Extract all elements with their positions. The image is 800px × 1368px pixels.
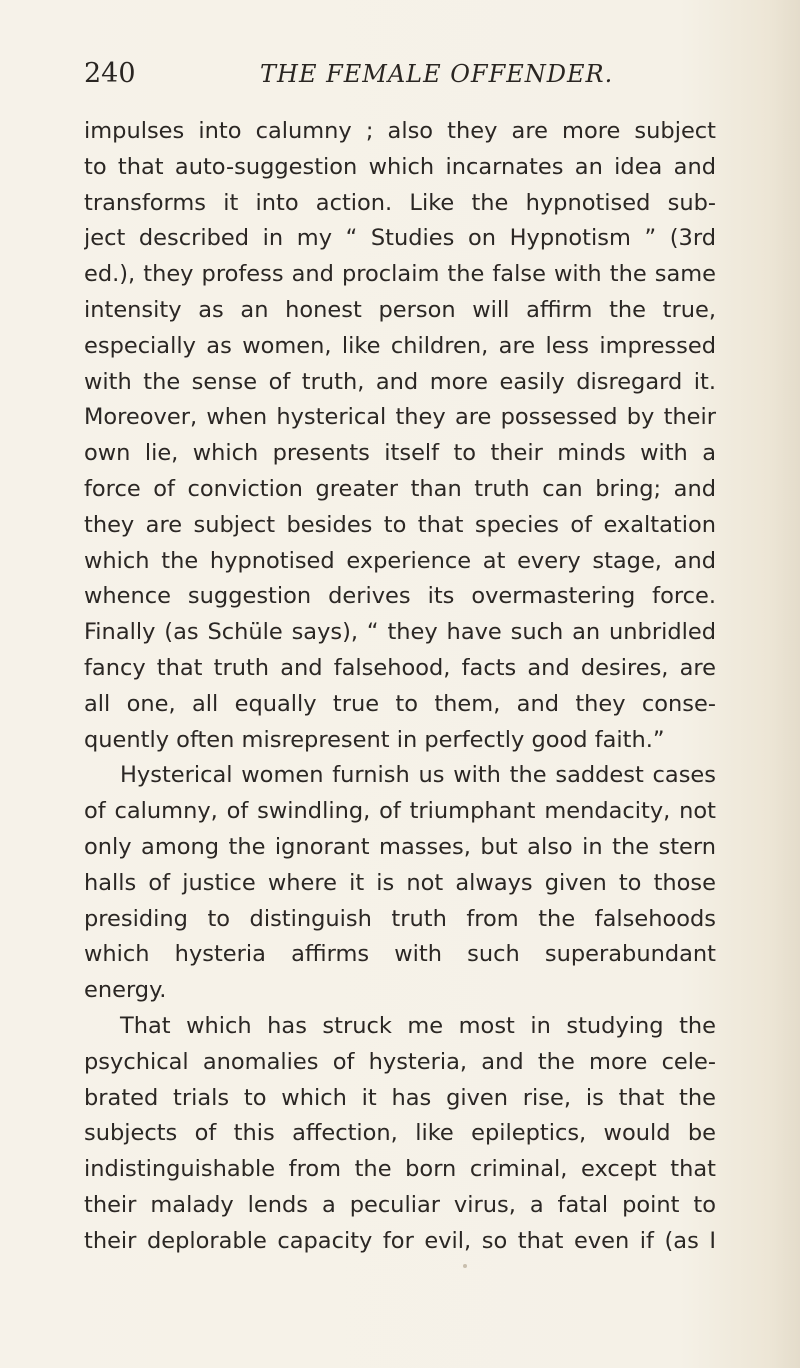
text-line: ject described in my “ Studies on Hypnotism ” (3rd — [84, 225, 716, 252]
page-header — [84, 56, 716, 92]
text-line: they are subject besides to that species of exaltation — [84, 511, 716, 538]
text-line: subjects of this affection, like epileptics, would be — [84, 1120, 716, 1147]
text-line: halls of justice where it is not always given to those — [84, 869, 716, 896]
text-line: Moreover, when hysterical they are possessed by their — [84, 404, 716, 431]
text-line: their malady lends a peculiar virus, a fatal point to — [84, 1191, 716, 1218]
text-line: only among the ignorant masses, but also in the stern — [84, 833, 716, 860]
text-line: indistinguishable from the born criminal, except that — [84, 1156, 716, 1183]
text-line: That which has struck me most in studying the — [120, 1012, 716, 1039]
text-line: intensity as an honest person will affirm the true, — [84, 296, 716, 323]
body-text — [84, 114, 716, 1260]
text-line: especially as women, like children, are less impressed — [84, 332, 716, 359]
text-line: which hysteria affirms with such superabundant — [84, 941, 716, 968]
text-line: of calumny, of swindling, of triumphant mendacity, not — [84, 798, 716, 825]
text-line: psychical anomalies of hysteria, and the more cele- — [84, 1048, 716, 1075]
text-line: with the sense of truth, and more easily disregard it. — [84, 368, 716, 395]
text-line: force of conviction greater than truth can bring; and — [84, 475, 716, 502]
text-line: brated trials to which it has given rise, is that the — [84, 1084, 716, 1111]
text-line: ed.), they profess and proclaim the false with the same — [84, 261, 716, 288]
page-number: 240 — [84, 58, 136, 89]
text-line: impulses into calumny ; also they are more subject — [84, 118, 716, 144]
ink-speck — [463, 1264, 467, 1268]
running-title: THE FEMALE OFFENDER. — [260, 60, 614, 88]
text-line: which the hypnotised experience at every stage, and — [84, 547, 716, 574]
text-line: Finally (as Schüle says), “ they have such an unbridled — [84, 619, 716, 646]
text-line: presiding to distinguish truth from the falsehoods — [84, 905, 716, 932]
text-line: to that auto-suggestion which incarnates an idea and — [84, 153, 716, 180]
text-line: their deplorable capacity for evil, so that even if (as I — [84, 1227, 716, 1254]
text-line: whence suggestion derives its overmastering force. — [84, 583, 716, 610]
text-line: all one, all equally true to them, and they conse- — [84, 690, 716, 717]
text-line: own lie, which presents itself to their minds with a — [84, 440, 716, 467]
text-line: quently often misrepresent in perfectly good faith.” — [84, 726, 665, 753]
text-line: energy. — [84, 977, 167, 1004]
text-line: Hysterical women furnish us with the saddest cases — [120, 762, 716, 789]
text-line: transforms it into action. Like the hypnotised sub- — [84, 189, 716, 216]
text-line: fancy that truth and falsehood, facts and desires, are — [84, 654, 716, 681]
